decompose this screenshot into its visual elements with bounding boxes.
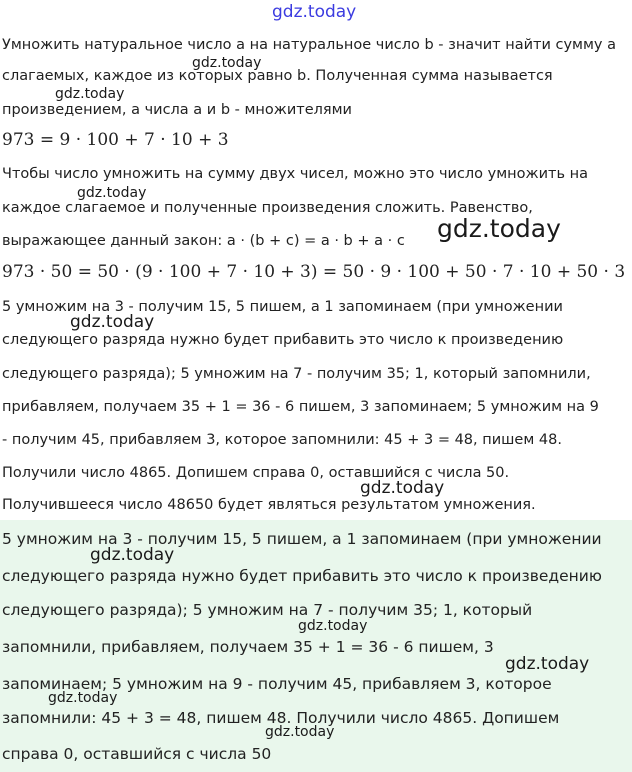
watermark: gdz.today — [360, 478, 445, 498]
answer-line: следующего разряда); 5 умножим на 7 - получим 35; 1, который — [2, 601, 533, 619]
watermark: gdz.today — [265, 724, 335, 740]
watermark: gdz.today — [272, 2, 357, 22]
text-line: - получим 45, прибавляем 3, которое запомнили: 45 + 3 = 48, пишем 48. — [2, 432, 562, 448]
watermark: gdz.today — [90, 545, 175, 565]
formula-line: 973 · 50 = 50 · (9 · 100 + 7 · 10 + 3) = 50 · 9 · 100 + 50 · 7 · 10 + 50 · 3 — [2, 262, 626, 282]
text-line: Чтобы число умножить на сумму двух чисел, можно это число умножить на — [2, 166, 588, 182]
watermark: gdz.today — [192, 55, 262, 71]
text-line: прибавляем, получаем 35 + 1 = 36 - 6 пишем, 3 запоминаем; 5 умножим на 9 — [2, 399, 599, 415]
answer-line: следующего разряда нужно будет прибавить это число к произведению — [2, 567, 602, 585]
formula-line: 973 = 9 · 100 + 7 · 10 + 3 — [2, 130, 229, 150]
text-line: произведением, а числа a и b - множителями — [2, 102, 352, 118]
watermark: gdz.today — [77, 185, 147, 201]
text-line: Получили число 4865. Допишем справа 0, оставшийся с числа 50. — [2, 465, 510, 481]
answer-block — [0, 520, 632, 772]
watermark: gdz.today — [70, 312, 155, 332]
text-line: следующего разряда нужно будет прибавить это число к произведению — [2, 332, 564, 348]
text-line: 5 умножим на 3 - получим 15, 5 пишем, а 1 запоминаем (при умножении — [2, 299, 563, 315]
answer-line: 5 умножим на 3 - получим 15, 5 пишем, а 1 запоминаем (при умножении — [2, 530, 602, 548]
text-line: каждое слагаемое и полученные произведения сложить. Равенство, — [2, 200, 533, 216]
answer-line: запомнили: 45 + 3 = 48, пишем 48. Получили число 4865. Допишем — [2, 709, 560, 727]
answer-line: справа 0, оставшийся с числа 50 — [2, 745, 272, 763]
text-line: следующего разряда); 5 умножим на 7 - получим 35; 1, который запомнили, — [2, 366, 591, 382]
watermark: gdz.today — [298, 618, 368, 634]
text-line: слагаемых, каждое из которых равно b. Полученная сумма называется — [2, 68, 553, 84]
watermark: gdz.today — [505, 654, 590, 674]
text-line: Умножить натуральное число a на натуральное число b - значит найти сумму a — [2, 37, 617, 53]
text-line: Получившееся число 48650 будет являться результатом умножения. — [2, 497, 536, 513]
watermark: gdz.today — [437, 214, 561, 243]
watermark: gdz.today — [48, 690, 118, 706]
answer-line: запоминаем; 5 умножим на 9 - получим 45, прибавляем 3, которое — [2, 675, 552, 693]
text-line: выражающее данный закон: a · (b + c) = a · b + a · c — [2, 233, 405, 249]
answer-line: запомнили, прибавляем, получаем 35 + 1 = 36 - 6 пишем, 3 — [2, 638, 494, 656]
watermark: gdz.today — [55, 86, 125, 102]
